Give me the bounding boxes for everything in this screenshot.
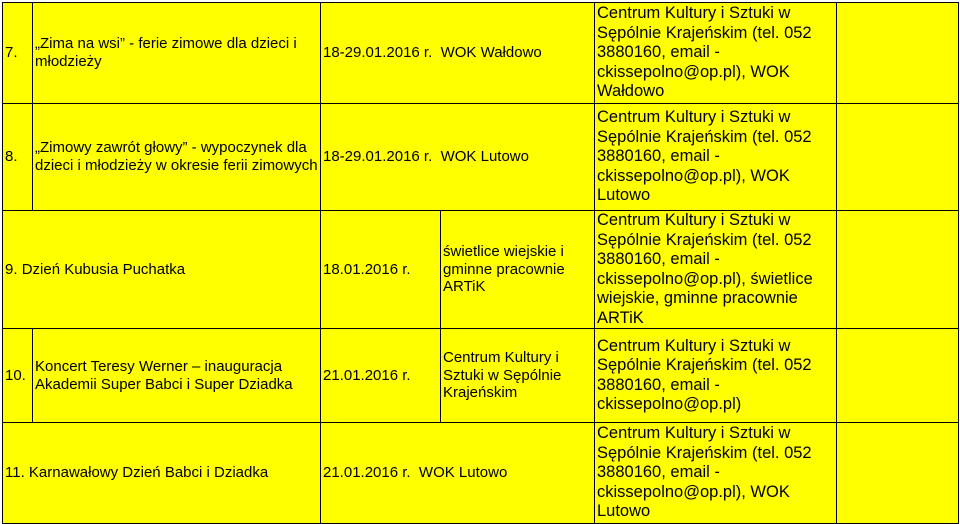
- event-contact: Centrum Kultury i Sztuki w Sępólnie Krajeńskim (tel. 052 3880160, email - ckissepolno@op.pl), WOK Wałdowo: [595, 3, 837, 104]
- row-number: 9.: [5, 260, 18, 278]
- event-date-place: [321, 104, 595, 211]
- event-contact: Centrum Kultury i Sztuki w Sępólnie Krajeńskim (tel. 052 3880160, email - ckissepolno@op.pl), świetlice wiejskie, gminne pracownie ARTiK: [595, 211, 837, 329]
- event-place: WOK Wałdowo: [440, 44, 542, 62]
- event-title: „Zima na wsi” - ferie zimowe dla dzieci i młodzieży: [33, 3, 321, 104]
- event-place: świetlice wiejskie i gminne pracownie ARTiK: [441, 211, 595, 329]
- event-date-place: [321, 3, 595, 104]
- event-title: Koncert Teresy Werner – inauguracja Akademii Super Babci i Super Dziadka: [33, 329, 321, 423]
- empty-cell: [837, 3, 959, 104]
- event-place: WOK Lutowo: [418, 464, 508, 482]
- table-row: [3, 423, 959, 524]
- empty-cell: [837, 211, 959, 329]
- event-contact: Centrum Kultury i Sztuki w Sępólnie Krajeńskim (tel. 052 3880160, email - ckissepolno@op.pl), WOK Lutowo: [595, 104, 837, 211]
- event-title: Dzień Kubusia Puchatka: [21, 260, 186, 278]
- empty-cell: [837, 104, 959, 211]
- table-row: [3, 3, 959, 104]
- event-number-title: [3, 211, 321, 329]
- event-date: 18.01.2016 r.: [321, 211, 441, 329]
- table-row: [3, 329, 959, 423]
- event-number-title: [3, 423, 321, 524]
- row-number: 10.: [3, 329, 33, 423]
- row-number: 7.: [3, 3, 33, 104]
- empty-cell: [837, 423, 959, 524]
- row-number: 8.: [3, 104, 33, 211]
- event-contact: Centrum Kultury i Sztuki w Sępólnie Krajeńskim (tel. 052 3880160, email - ckissepolno@op.pl), WOK Lutowo: [595, 423, 837, 524]
- event-title: Karnawałowy Dzień Babci i Dziadka: [28, 464, 269, 482]
- event-date-place: [321, 423, 595, 524]
- table-row: [3, 104, 959, 211]
- table-row: [3, 211, 959, 329]
- event-title: „Zimowy zawrót głowy” - wypoczynek dla dzieci i młodzieży w okresie ferii zimowych: [33, 104, 321, 211]
- event-date: 21.01.2016 r.: [323, 464, 411, 482]
- empty-cell: [837, 329, 959, 423]
- event-place: WOK Lutowo: [440, 148, 529, 166]
- row-number: 11.: [5, 464, 25, 482]
- event-date: 18-29.01.2016 r.: [323, 148, 433, 166]
- event-date: 18-29.01.2016 r.: [323, 44, 433, 62]
- events-table: [2, 2, 959, 524]
- event-contact: Centrum Kultury i Sztuki w Sępólnie Krajeńskim (tel. 052 3880160, email - ckissepolno@op.pl): [595, 329, 837, 423]
- event-place: Centrum Kultury i Sztuki w Sępólnie Krajeńskim: [441, 329, 595, 423]
- event-date: 21.01.2016 r.: [321, 329, 441, 423]
